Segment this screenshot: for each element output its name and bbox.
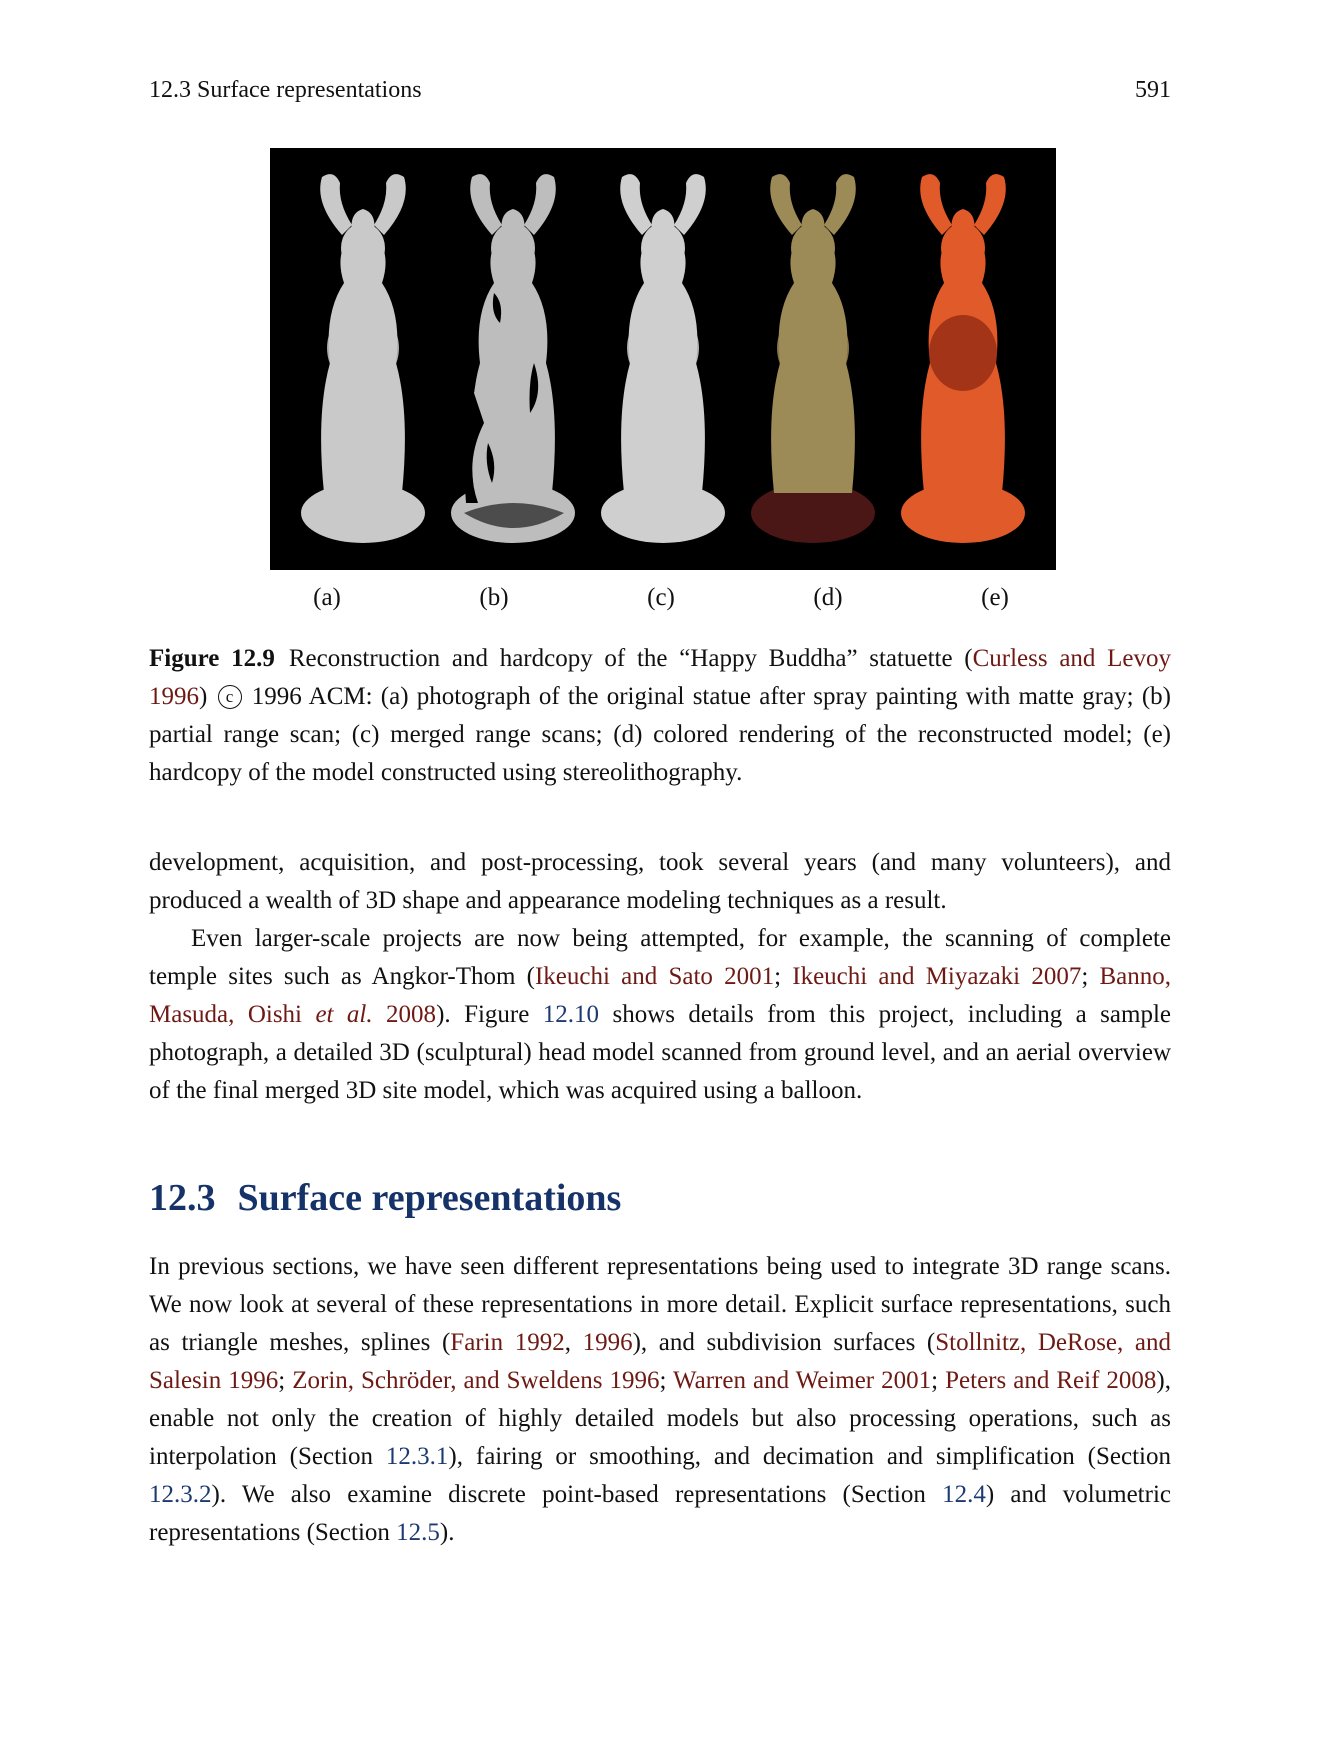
section-reference-link[interactable]: 12.3.2 bbox=[149, 1481, 212, 1508]
citation-link[interactable]: Zorin, Schröder, and Sweldens 1996 bbox=[292, 1367, 660, 1394]
section-reference-link[interactable]: 12.3.1 bbox=[385, 1443, 449, 1470]
subfigure-label: (c) bbox=[647, 584, 675, 611]
citation-link[interactable]: Stollnitz, DeRose, and Salesin 1996 bbox=[149, 1329, 1171, 1394]
page-number: 591 bbox=[1135, 77, 1171, 103]
paragraph: Even larger-scale projects are now being attempted, for example, the scanning of complete temple sites such as Angkor-Thom (Ikeuchi and Sato 2001; Ikeuchi and Miyazaki 2007; Banno, Masuda, Oishi et al. 2008). Figure 12.10 shows details from this project, including a sample photograph, a detailed 3D (sculptural) head model scanned from ground level, and an aerial overview of the final merged 3D site model, which was acquired using a balloon. bbox=[149, 925, 1172, 1104]
citation-link[interactable]: Warren and Weimer 2001 bbox=[673, 1367, 932, 1394]
citation-link[interactable]: Curless and Levoy 1996 bbox=[149, 645, 1171, 710]
body-text-upper bbox=[149, 844, 1171, 1110]
section-title: Surface representations bbox=[237, 1177, 622, 1219]
section-reference-link[interactable]: 12.5 bbox=[396, 1519, 440, 1546]
figure-reference-link[interactable]: 12.10 bbox=[542, 1001, 600, 1028]
section-reference-link[interactable]: 12.4 bbox=[942, 1481, 986, 1508]
subfigure-label: (b) bbox=[479, 584, 509, 611]
paragraph: In previous sections, we have seen different representations being used to integrate 3D range scans. We now look at several of these representations in more detail. Explicit surface representations, such as triangle meshes, splines (Farin 1992, 1996), and subdivision surfaces (Stollnitz, DeRose, and Salesin 1996; Zorin, Schröder, and Sweldens 1996; Warren and Weimer 2001; Peters and Reif 2008), enable not only the creation of highly detailed models but also processing operations, such as interpolation (Section 12.3.1), fairing or smoothing, and decimation and simplification (Section 12.3.2). We also examine discrete point-based representations (Section 12.4) and volumetric representations (Section 12.5). bbox=[149, 1253, 1171, 1546]
figure-caption: Figure 12.9 Reconstruction and hardcopy of the “Happy Buddha” statuette (Curless and Levoy 1996) c 1996 ACM: (a) photograph of the original statue after spray painting with matte gray; (b) partial range scan; (c) merged range scans; (d) colored rendering of the reconstructed model; (e) hardcopy of the model constructed using stereolithography. bbox=[149, 645, 1171, 786]
subfigure-label: (d) bbox=[813, 584, 843, 611]
buddha-figure bbox=[270, 148, 1056, 570]
copyright-symbol: c bbox=[218, 685, 242, 709]
subfigure-label: (e) bbox=[981, 584, 1009, 611]
paragraph: development, acquisition, and post-processing, took several years (and many volunteers), and produced a wealth of 3D shape and appearance modeling techniques as a result. bbox=[149, 849, 1171, 914]
section-number: 12.3 bbox=[149, 1177, 216, 1219]
subfigure-label: (a) bbox=[313, 584, 341, 611]
citation-link[interactable]: Ikeuchi and Sato 2001 bbox=[534, 963, 775, 990]
citation-link[interactable]: 1996 bbox=[582, 1329, 633, 1356]
statue-c-image bbox=[594, 163, 732, 555]
statue-d-image bbox=[744, 163, 882, 555]
statue-e-image bbox=[894, 163, 1032, 555]
citation-link[interactable]: Farin 1992 bbox=[450, 1329, 565, 1356]
section-heading bbox=[149, 1174, 621, 1222]
statue-b-image bbox=[444, 163, 582, 555]
running-head-section: 12.3 Surface representations bbox=[149, 77, 422, 103]
body-text-lower bbox=[149, 1248, 1171, 1552]
running-head bbox=[149, 74, 1171, 106]
citation-link[interactable]: Ikeuchi and Miyazaki 2007 bbox=[792, 963, 1082, 990]
citation-link[interactable]: Peters and Reif 2008 bbox=[945, 1367, 1157, 1394]
statue-a-image bbox=[294, 163, 432, 555]
figure-label: Figure 12.9 bbox=[149, 645, 275, 672]
citation-link[interactable]: Banno, Masuda, Oishi et al. 2008 bbox=[149, 963, 1172, 1028]
